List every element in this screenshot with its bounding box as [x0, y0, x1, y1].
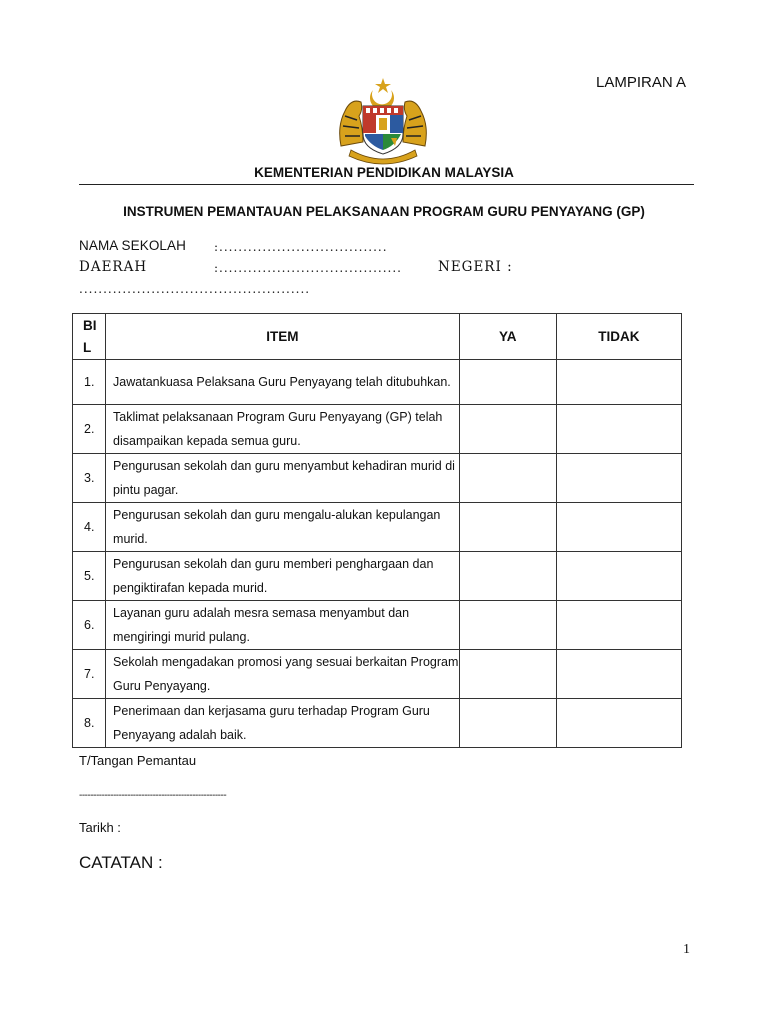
table-row — [73, 360, 682, 405]
row-number: 7. — [73, 650, 106, 699]
header-tidak: TIDAK — [556, 314, 681, 360]
table-row — [73, 454, 682, 503]
district-label: DAERAH — [79, 259, 148, 275]
ya-cell[interactable] — [459, 405, 556, 454]
tidak-cell[interactable] — [556, 405, 681, 454]
row-item: Pengurusan sekolah dan guru menyambut kehadiran murid di pintu pagar. — [106, 454, 460, 503]
header-divider — [79, 184, 694, 185]
header-bil — [73, 314, 106, 360]
tidak-cell[interactable] — [556, 601, 681, 650]
row-number: 5. — [73, 552, 106, 601]
signature-label: T/Tangan Pemantau — [79, 753, 197, 768]
ministry-title: KEMENTERIAN PENDIDIKAN MALAYSIA — [254, 165, 514, 180]
row-number: 2. — [73, 405, 106, 454]
row-number: 4. — [73, 503, 106, 552]
date-label: Tarikh : — [79, 820, 121, 835]
state-label: NEGERI : — [438, 259, 513, 275]
tidak-cell[interactable] — [556, 454, 681, 503]
checklist-table — [72, 313, 682, 748]
school-name-label: NAMA SEKOLAH — [79, 238, 186, 253]
school-name-field[interactable]: :................................... — [214, 240, 388, 254]
row-item: Pengurusan sekolah dan guru memberi penghargaan dan pengiktirafan kepada murid. — [106, 552, 460, 601]
row-number: 8. — [73, 699, 106, 748]
signature-line[interactable]: ---------------------------------------------------- — [79, 790, 227, 801]
row-item: Sekolah mengadakan promosi yang sesuai berkaitan Program Guru Penyayang. — [106, 650, 460, 699]
row-item: Jawatankuasa Pelaksana Guru Penyayang telah ditubuhkan. — [106, 360, 460, 405]
ya-cell[interactable] — [459, 650, 556, 699]
ya-cell[interactable] — [459, 552, 556, 601]
tidak-cell[interactable] — [556, 360, 681, 405]
row-item: Pengurusan sekolah dan guru mengalu-alukan kepulangan murid. — [106, 503, 460, 552]
row-number: 1. — [73, 360, 106, 405]
header-bil-line2: L — [83, 339, 92, 355]
header-bil-line1: BI — [83, 317, 97, 333]
malaysia-coat-of-arms-icon — [333, 76, 433, 166]
notes-label: CATATAN : — [79, 853, 163, 872]
ya-cell[interactable] — [459, 503, 556, 552]
table-row — [73, 503, 682, 552]
ya-cell[interactable] — [459, 454, 556, 503]
ya-cell[interactable] — [459, 699, 556, 748]
state-field[interactable]: ................................................ — [79, 282, 311, 296]
table-row — [73, 601, 682, 650]
appendix-label: LAMPIRAN A — [596, 74, 687, 91]
row-item: Layanan guru adalah mesra semasa menyambut dan mengiringi murid pulang. — [106, 601, 460, 650]
tidak-cell[interactable] — [556, 650, 681, 699]
ya-cell[interactable] — [459, 360, 556, 405]
table-row — [73, 650, 682, 699]
table-row — [73, 552, 682, 601]
ya-cell[interactable] — [459, 601, 556, 650]
row-number: 3. — [73, 454, 106, 503]
table-row — [73, 699, 682, 748]
row-item: Taklimat pelaksanaan Program Guru Penyayang (GP) telah disampaikan kepada semua guru. — [106, 405, 460, 454]
table-header-row — [73, 314, 682, 360]
row-item: Penerimaan dan kerjasama guru terhadap Program Guru Penyayang adalah baik. — [106, 699, 460, 748]
page-number: 1 — [683, 942, 690, 957]
table-row — [73, 405, 682, 454]
row-number: 6. — [73, 601, 106, 650]
district-field[interactable]: :...................................... — [214, 261, 402, 275]
tidak-cell[interactable] — [556, 699, 681, 748]
header-item: ITEM — [106, 314, 460, 360]
header-ya: YA — [459, 314, 556, 360]
tidak-cell[interactable] — [556, 503, 681, 552]
instrument-title: INSTRUMEN PEMANTAUAN PELAKSANAAN PROGRAM GURU PENYAYANG (GP) — [123, 204, 645, 219]
tidak-cell[interactable] — [556, 552, 681, 601]
